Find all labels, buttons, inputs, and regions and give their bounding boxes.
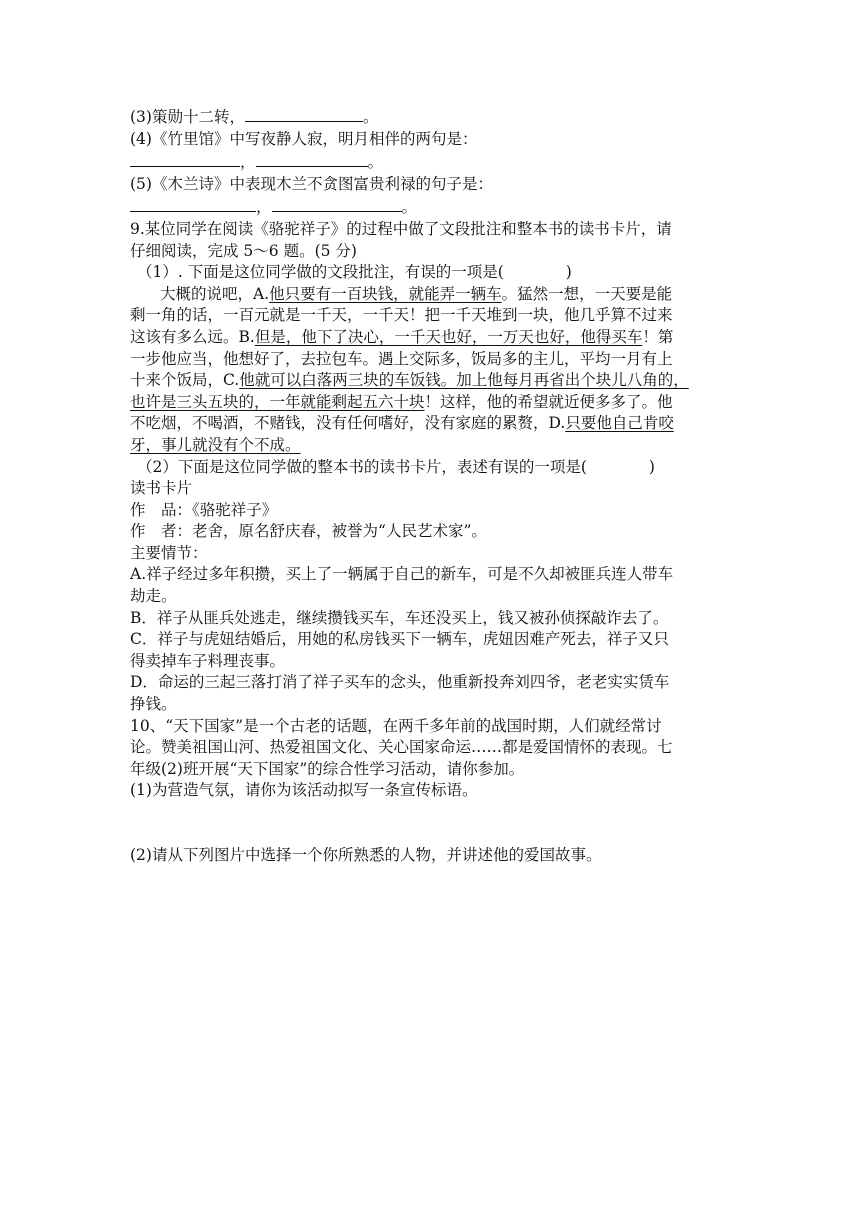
answer-blank[interactable] (272, 195, 402, 212)
annotation-a: 他只要有一百块钱，就能弄一辆车 (269, 284, 502, 303)
option-a-cont: 劫走。 (130, 587, 177, 606)
annotation-d: 只要他自己肯咬 (565, 414, 674, 433)
card-work (130, 500, 730, 522)
option-d-cont: 挣钱。 (130, 695, 177, 714)
q10-stem-line2: 论。赞美祖国山河、热爱祖国文化、关心国家命运……都是爱国情怀的表现。七 (130, 738, 673, 757)
period: 。 (362, 108, 379, 126)
q9-stem-line1: 9.某位同学在阅读《骆驼祥子》的过程中做了文段批注和整本书的读书卡片，请 (130, 219, 672, 238)
answer-blank[interactable] (130, 195, 256, 212)
q8-item4-blanks (130, 150, 730, 174)
answer-blank[interactable] (256, 150, 368, 167)
q10-sub1: (1)为营造气氛，请你为该活动拟写一条宣传标语。 (130, 781, 478, 800)
comma: ， (256, 198, 272, 217)
q8-item3-text: (3)策勋十二转， (130, 108, 245, 126)
card-work-value: 《骆驼祥子》 (192, 500, 278, 519)
paren-close: ) (565, 263, 572, 282)
passage-text: 十来个饭局，C. (130, 371, 240, 390)
q9-sub2-question (130, 457, 730, 479)
q9-sub1-question (130, 262, 730, 284)
q9-sub2-label: （2）下面是这位同学做的整本书的读书卡片，表述有误的一项是( (137, 457, 587, 476)
q10 (130, 716, 730, 867)
card-author (130, 521, 730, 543)
option-c: C．祥子与虎妞结婚后，用她的私房钱买下一辆车，虎妞因难产死去，祥子又只 (130, 630, 669, 649)
answer-area[interactable] (130, 802, 730, 845)
annotation-c-cont: 也许是三头五块的，一年就能剩起五六十块 (130, 392, 425, 411)
passage-text: 。猛然一想，一天要是能 (501, 284, 673, 303)
period: 。 (401, 198, 418, 217)
passage-line (130, 435, 730, 457)
comma: ， (240, 153, 256, 172)
card-author-label: 作 者： (130, 522, 193, 541)
q8-item3 (130, 105, 730, 129)
passage-line (130, 392, 730, 414)
answer-blank[interactable] (130, 150, 240, 167)
paren-close: ) (648, 457, 655, 476)
answer-blank[interactable] (245, 105, 363, 122)
card-title: 读书卡片 (130, 479, 193, 498)
reading-card (130, 478, 730, 716)
card-plot-label: 主要情节： (130, 543, 208, 562)
card-author-value: 老舍，原名舒庆春，被誉为“人民艺术家”。 (192, 522, 487, 541)
passage-text: 大概的说吧，A. (160, 284, 270, 303)
q10-stem-line3: 年级(2)班开展“天下国家”的综合性学习活动，请你参加。 (130, 759, 525, 778)
passage-text: ！第 (642, 327, 674, 346)
passage-text: ！这样，他的希望就近便多多了。他 (424, 392, 673, 411)
option-c-cont: 得卖掉车子料理丧事。 (130, 651, 286, 670)
option-a: A.祥子经过多年积攒，买上了一辆属于自己的新车，可是不久却被匪兵连人带车 (130, 565, 674, 584)
passage-line (130, 413, 730, 435)
option-b: B．祥子从匪兵处逃走，继续攒钱买车，车还没买上，钱又被孙侦探敲诈去了。 (130, 608, 669, 627)
passage-line (130, 327, 730, 349)
annotation-c: 他就可以白落两三块的车饭钱。加上他每月再省出个块儿八角的， (239, 371, 689, 390)
q9-sub1-label: （1）. 下面是这位同学做的文段批注，有误的一项是( (137, 263, 504, 282)
q8-item5-blanks (130, 195, 730, 219)
passage-line (130, 370, 730, 392)
option-d: D．命运的三起三落打消了祥子买车的念头，他重新投奔刘四爷，老老实实赁车 (130, 673, 670, 692)
period: 。 (367, 153, 384, 172)
passage-line: 剩一角的话，一百元就是一千天，一千天！把一千天堆到一块，他几乎算不过来 (130, 306, 673, 325)
q9-stem-line2: 仔细阅读，完成 5～6 题。(5 分) (130, 241, 357, 260)
q8-item4: (4)《竹里馆》中写夜静人寂，明月相伴的两句是： (130, 129, 478, 148)
q9-passage (130, 284, 730, 457)
q8-item5: (5)《木兰诗》中表现木兰不贪图富贵利禄的句子是： (130, 174, 493, 193)
q10-stem-line1: 10、“天下国家”是一个古老的话题，在两千多年前的战国时期，人们就经常讨 (130, 716, 662, 735)
annotation-d-cont: 牙，事儿就没有个不成。 (130, 435, 301, 454)
passage-line: 一步他应当，他想好了，去拉包车。遇上交际多，饭局多的主儿，平均一月有上 (130, 349, 673, 368)
passage-text: 这该有多么远。B. (130, 327, 255, 346)
passage-line (130, 284, 730, 306)
annotation-b: 但是，他下了决心，一千天也好，一万天也好，他得买车 (254, 327, 643, 346)
card-work-label: 作 品： (130, 500, 193, 519)
exam-page (130, 105, 730, 867)
q10-sub2: (2)请从下列图片中选择一个你所熟悉的人物，并讲述他的爱国故事。 (130, 846, 602, 864)
passage-text: 不吃烟，不喝酒，不赌钱，没有任何嗜好，没有家庭的累赘，D. (130, 414, 566, 433)
